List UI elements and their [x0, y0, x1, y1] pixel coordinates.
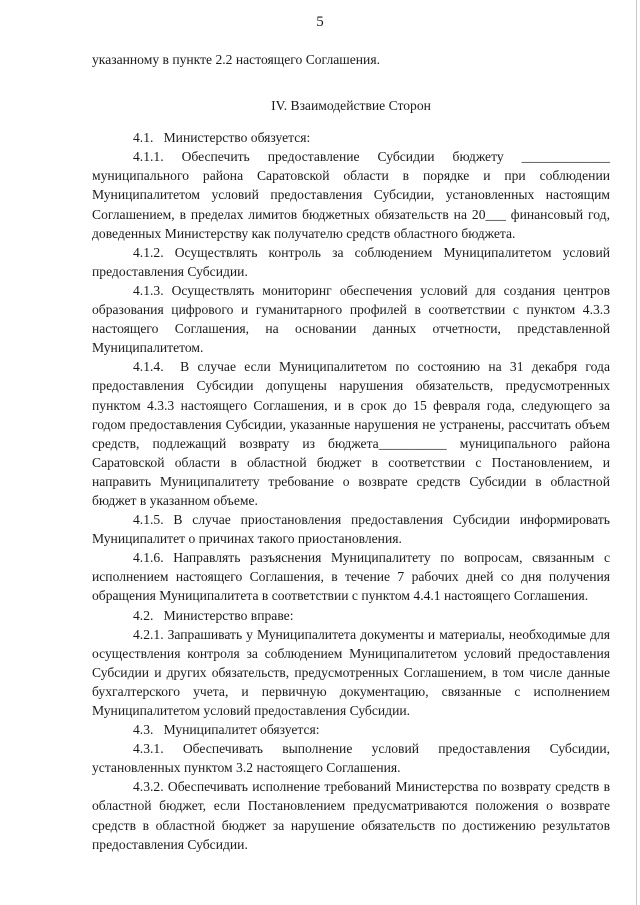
clause-4-1-3: 4.1.3. Осуществлять мониторинг обеспечения условий для создания центров образования цифрового и гуманитарного профилей в соответствии с пунктом 4.3.3 настоящего Соглашения, на основании данных отчетности, представленной Муниципалитетом.: [92, 282, 610, 356]
clause-4-2: 4.2. Министерство вправе:: [133, 607, 294, 623]
page-number: 5: [316, 14, 324, 30]
section-heading: IV. Взаимодействие Сторон: [271, 98, 431, 114]
clause-4-2-1: 4.2.1. Запрашивать у Муниципалитета документы и материалы, необходимые для осуществления контроля за соблюдением Муниципалитетом условий предоставления Субсидии и других обязательств, предусмотренных Соглашением, в том числе данные бухгалтерского учета, и первичную документацию, связанные с исполнением Муниципалитетом условий предоставления Субсидии.: [92, 626, 610, 718]
page-edge-divider: [636, 0, 637, 905]
clause-4-3-2: 4.3.2. Обеспечивать исполнение требований Министерства по возврату средств в областной бюджет, если Постановлением предусматриваются положения о возврате средств в областной бюджет за нарушение обязательств по достижению результатов предоставления Субсидии.: [92, 779, 610, 852]
clause-4-1-5: 4.1.5. В случае приостановления предоставления Субсидии информировать Муниципалитет о причинах такого приостановления.: [92, 512, 610, 547]
clause-4-1-1: 4.1.1. Обеспечить предоставление Субсидии бюджету _____________ муниципального района Саратовской области в порядке и при соблюдении Муниципалитетом условий предоставления Субсидии, установленных настоящим Соглашением, в пределах лимитов бюджетных обязательств на 20___ финансовый год, доведенных Министерству как получателю средств областного бюджета.: [92, 149, 610, 241]
clause-4-1-2: 4.1.2. Осуществлять контроль за соблюдением Муниципалитетом условий предоставления Субсидии.: [92, 244, 610, 279]
lead-line: указанному в пункте 2.2 настоящего Соглашения.: [92, 52, 380, 67]
clause-4-1-4: 4.1.4. В случае если Муниципалитетом по состоянию на 31 декабря года предоставления Субсидии допущены нарушения обязательств, предусмотренных пунктом 4.3.3 настоящего Соглашения, и в срок до 15 февраля года, следующего за годом предоставления Субсидии, указанные нарушения не устранены, рассчитать объем средств, подлежащий возврату из бюджета__________ муниципального района Саратовской области в областной бюджет в соответствии с Постановлением, и направить Муниципалитету требование о возврате средств Субсидии в областной бюджет в указанном объеме.: [92, 359, 610, 508]
clause-4-3: 4.3. Муниципалитет обязуется:: [133, 722, 320, 738]
clause-4-3-1: 4.3.1. Обеспечивать выполнение условий предоставления Субсидии, установленных пунктом 3.2 настоящего Соглашения.: [92, 741, 610, 776]
document-body: [92, 50, 610, 854]
clause-4-1-6: 4.1.6. Направлять разъяснения Муниципалитету по вопросам, связанным с исполнением настоящего Соглашения, в течение 7 рабочих дней со дня получения обращения Муниципалитета в соответствии с пунктом 4.4.1 настоящего Соглашения.: [92, 550, 610, 604]
clause-4-1: 4.1. Министерство обязуется:: [133, 130, 311, 146]
